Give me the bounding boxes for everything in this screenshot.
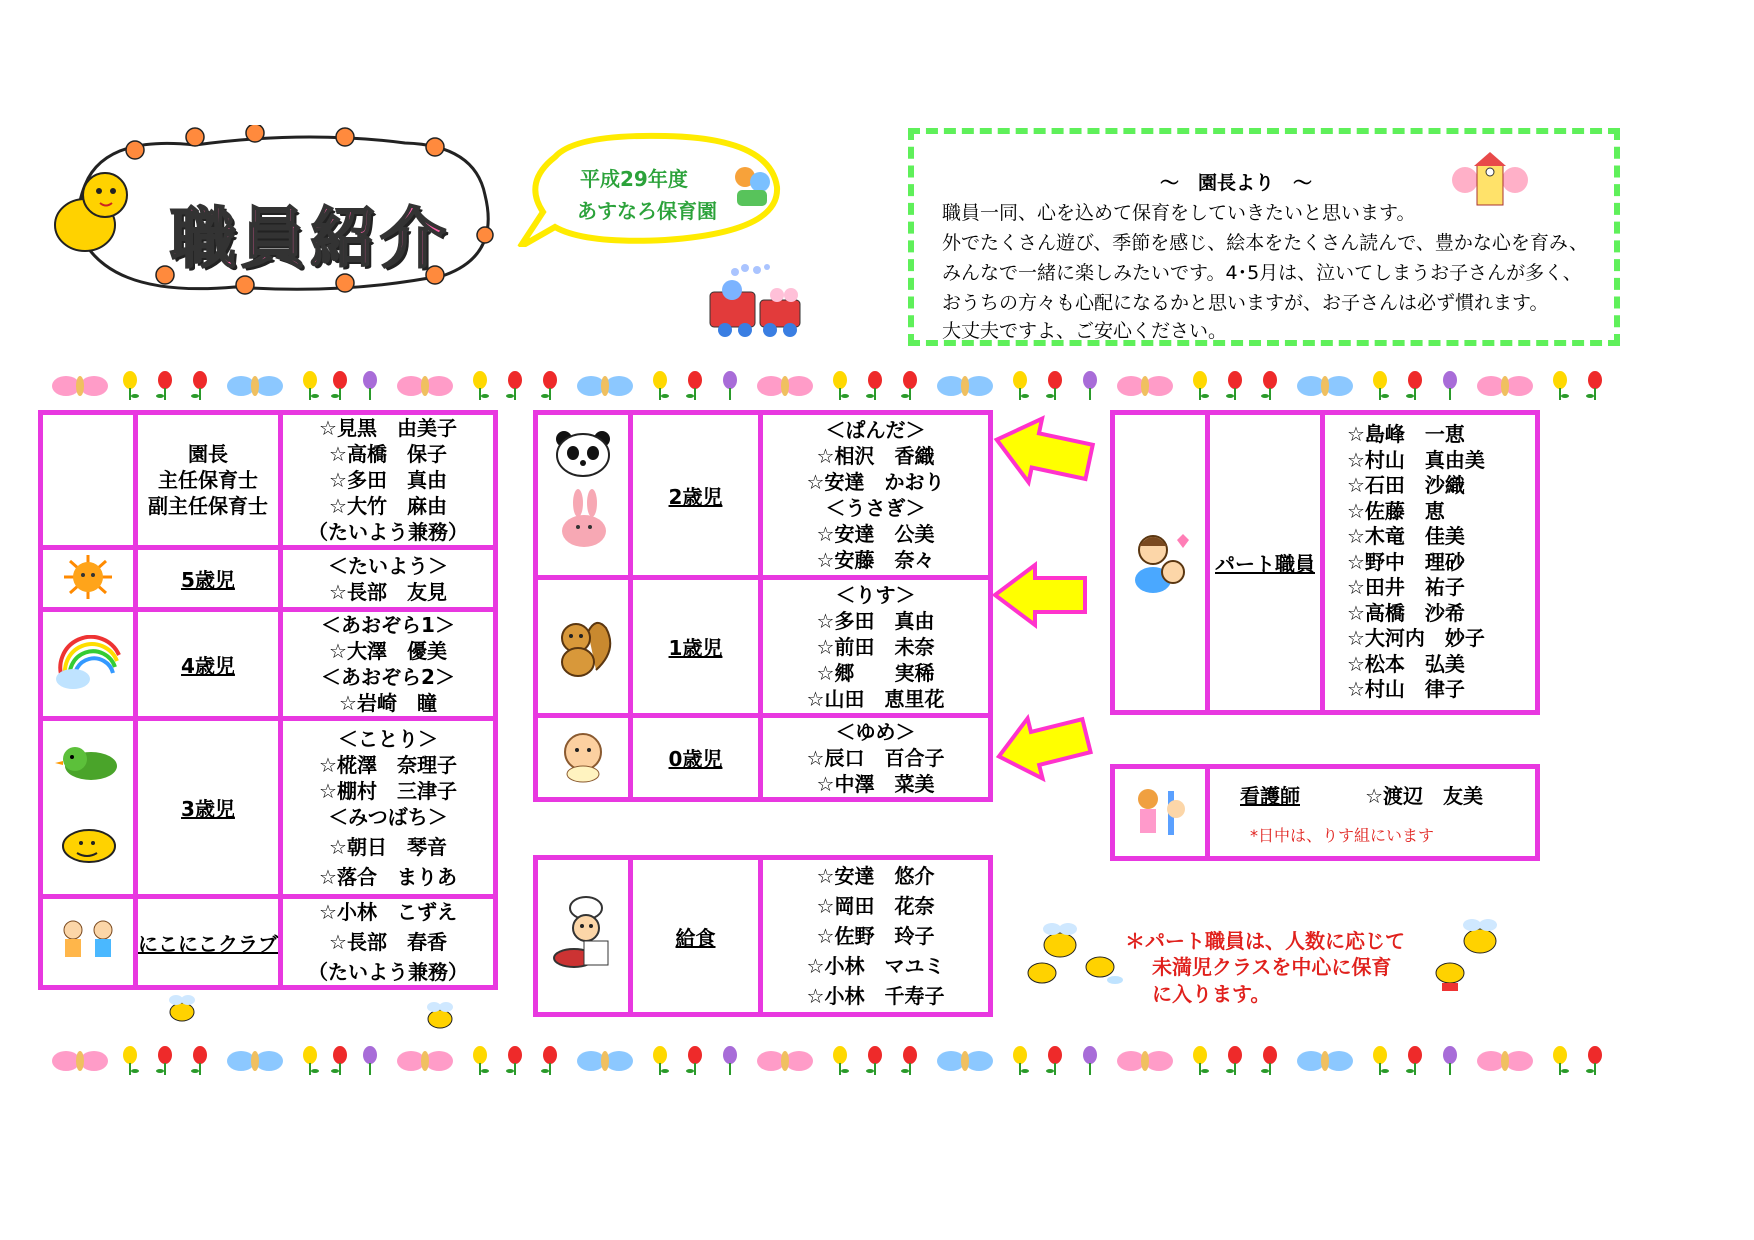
squirrel-icon bbox=[536, 578, 631, 716]
bee-icon bbox=[55, 173, 127, 251]
staff-name: ☆渡辺 友美 bbox=[1365, 783, 1484, 808]
staff-name: ☆高橋 保子 bbox=[329, 442, 447, 466]
staff-name: ☆長部 友見 bbox=[329, 579, 447, 604]
rainbow-icon bbox=[41, 610, 136, 719]
class-label: 4歳児 bbox=[136, 610, 281, 719]
message-line: みんなで一緒に楽しみたいです。4･5月は、泣いてしまうお子さんが多く、 bbox=[942, 262, 1582, 284]
staff-name: ☆岡田 花奈 bbox=[816, 894, 935, 918]
staff-name: ☆多田 真由 bbox=[816, 608, 935, 633]
rabbit-icon bbox=[562, 489, 606, 547]
arrows-group bbox=[990, 415, 1105, 785]
staff-name: ☆長部 春香 bbox=[329, 930, 447, 954]
staff-name: ☆中澤 菜美 bbox=[816, 771, 935, 796]
staff-name: ☆辰口 百合子 bbox=[806, 745, 945, 770]
staff-note: （たいよう兼務） bbox=[308, 520, 468, 544]
role-director: 園長 bbox=[188, 442, 228, 466]
staff-name: ☆島峰 一恵 bbox=[1347, 422, 1465, 447]
staff-name: ☆岩崎 瞳 bbox=[339, 691, 437, 715]
class-name: ＜あおぞら1＞ bbox=[321, 613, 455, 637]
class-label: パート職員 bbox=[1208, 413, 1323, 713]
staff-name: ☆安達 かおり bbox=[806, 470, 945, 494]
decorative-flower-row bbox=[50, 370, 1620, 404]
club-names-cell bbox=[281, 897, 496, 988]
role-head-nurse: 主任保育士 bbox=[158, 468, 258, 492]
middle-staff-table bbox=[533, 410, 993, 802]
staff-name: ☆見黒 由美子 bbox=[319, 416, 457, 440]
panda-icon bbox=[556, 431, 610, 476]
school-building-icon bbox=[1450, 150, 1530, 210]
message-line: 外でたくさん遊び、季節を感じ、絵本をたくさん読んで、豊かな心を育み、 bbox=[942, 232, 1589, 254]
part-note-line: に入ります。 bbox=[1152, 982, 1271, 1006]
arrow-left-icon bbox=[995, 565, 1085, 625]
staff-name: ☆大澤 優美 bbox=[329, 639, 447, 663]
age3-names-cell bbox=[281, 719, 496, 897]
age4-names-cell bbox=[281, 610, 496, 719]
class-label: 2歳児 bbox=[631, 413, 761, 578]
staff-name: ☆椛澤 奈理子 bbox=[319, 752, 457, 777]
age1-names-cell bbox=[761, 578, 991, 716]
bird-bee-icons-cell bbox=[41, 719, 136, 897]
page-title: 職員紹介 bbox=[170, 200, 450, 277]
class-name: ＜ことり＞ bbox=[338, 726, 438, 751]
bee-icon bbox=[160, 988, 205, 1028]
leader-roles-cell bbox=[136, 413, 281, 548]
bubble-school-name: あすなろ保育園 bbox=[577, 199, 717, 223]
leader-names-cell bbox=[281, 413, 496, 548]
class-label: 給食 bbox=[631, 858, 761, 1015]
staff-name: ☆高橋 沙希 bbox=[1347, 600, 1465, 625]
bird-icon bbox=[55, 747, 117, 780]
sun-icon bbox=[41, 548, 136, 610]
class-name: ＜ぱんだ＞ bbox=[825, 418, 926, 442]
decorative-flower-row bbox=[50, 1045, 1620, 1079]
class-label: 5歳児 bbox=[136, 548, 281, 610]
class-label: にこにこクラブ bbox=[136, 897, 281, 988]
staff-note: （たいよう兼務） bbox=[308, 960, 468, 984]
children-icon bbox=[41, 897, 136, 988]
staff-name: ☆佐野 玲子 bbox=[816, 924, 935, 948]
class-name: ＜うさぎ＞ bbox=[825, 496, 926, 520]
nurse-table bbox=[1110, 764, 1540, 861]
class-name: ＜あおぞら2＞ bbox=[321, 665, 455, 689]
age2-names-cell bbox=[761, 413, 991, 578]
staff-name: ☆野中 理砂 bbox=[1347, 549, 1465, 574]
bee-icon bbox=[1020, 915, 1130, 990]
staff-name: ☆安藤 奈々 bbox=[816, 548, 935, 572]
nurse-icon bbox=[1113, 767, 1208, 859]
bee-icon bbox=[418, 995, 463, 1035]
staff-name: ☆大河内 妙子 bbox=[1347, 626, 1485, 651]
message-line: 大丈夫ですよ、ご安心ください。 bbox=[942, 320, 1228, 342]
staff-name: ☆相沢 香織 bbox=[816, 444, 935, 468]
part-names-cell bbox=[1323, 413, 1538, 713]
bee-icon bbox=[1420, 915, 1520, 995]
kitchen-staff-table bbox=[533, 855, 993, 1017]
staff-name: ☆落合 まりあ bbox=[319, 864, 457, 889]
staff-name: ☆安達 悠介 bbox=[816, 864, 935, 888]
age5-names-cell bbox=[281, 548, 496, 610]
staff-name: ☆多田 真由 bbox=[329, 468, 447, 492]
kitchen-names-cell bbox=[761, 858, 991, 1015]
nurse-info-cell bbox=[1208, 767, 1538, 859]
bee-icon bbox=[63, 830, 115, 862]
age0-names-cell bbox=[761, 716, 991, 800]
nurse-note: *日中は、りす組にいます bbox=[1250, 825, 1435, 845]
bubble-year: 平成29年度 bbox=[580, 167, 688, 191]
part-note-line: 未満児クラスを中心に保育 bbox=[1152, 955, 1392, 979]
message-heading: ～ 園長より ～ bbox=[1160, 172, 1313, 194]
class-name: ＜たいよう＞ bbox=[328, 553, 448, 578]
class-label: 0歳児 bbox=[631, 716, 761, 800]
class-name: ＜みつばち＞ bbox=[328, 804, 448, 829]
staff-name: ☆村山 律子 bbox=[1347, 677, 1465, 702]
arrow-left-icon bbox=[992, 706, 1094, 785]
class-label: 1歳児 bbox=[631, 578, 761, 716]
nurse-label: 看護師 bbox=[1240, 783, 1300, 808]
mother-baby-icon bbox=[1113, 413, 1208, 713]
staff-name: ☆朝日 琴音 bbox=[329, 834, 447, 859]
role-deputy-head-nurse: 副主任保育士 bbox=[148, 494, 268, 518]
staff-name: ☆前田 未奈 bbox=[816, 634, 935, 659]
staff-name: ☆棚村 三津子 bbox=[319, 778, 457, 803]
empty-cell bbox=[41, 413, 136, 548]
staff-name: ☆木竜 佳美 bbox=[1347, 524, 1465, 549]
staff-name: ☆佐藤 恵 bbox=[1347, 498, 1445, 523]
arrow-left-icon bbox=[990, 415, 1096, 494]
staff-name: ☆石田 沙織 bbox=[1347, 473, 1465, 498]
staff-name: ☆小林 マユミ bbox=[806, 954, 945, 978]
message-line: おうちの方々も心配になるかと思いますが、お子さんは必ず慣れます。 bbox=[942, 292, 1549, 314]
message-line: 職員一同、心を込めて保育をしていきたいと思います。 bbox=[942, 202, 1416, 224]
baby-icon bbox=[536, 716, 631, 800]
class-name: ＜ゆめ＞ bbox=[835, 719, 916, 744]
chef-icon bbox=[536, 858, 631, 1015]
staff-name: ☆安達 公美 bbox=[816, 522, 935, 546]
panda-rabbit-icons-cell bbox=[536, 413, 631, 578]
staff-name: ☆大竹 麻由 bbox=[329, 494, 447, 518]
left-staff-table bbox=[38, 410, 498, 990]
staff-name: ☆小林 千寿子 bbox=[806, 984, 945, 1008]
staff-name: ☆村山 真由美 bbox=[1347, 447, 1485, 472]
staff-name: ☆郷 実稀 bbox=[816, 660, 935, 685]
train-icon bbox=[705, 262, 805, 342]
staff-name: ☆山田 恵里花 bbox=[806, 686, 945, 711]
class-name: ＜りす＞ bbox=[835, 582, 916, 607]
staff-name: ☆松本 弘美 bbox=[1347, 651, 1465, 676]
staff-name: ☆小林 こずえ bbox=[319, 900, 457, 924]
part-staff-table bbox=[1110, 410, 1540, 715]
part-note-line: ＊パート職員は、人数に応じて bbox=[1125, 929, 1405, 953]
class-label: 3歳児 bbox=[136, 719, 281, 897]
staff-name: ☆田井 祐子 bbox=[1347, 575, 1465, 600]
